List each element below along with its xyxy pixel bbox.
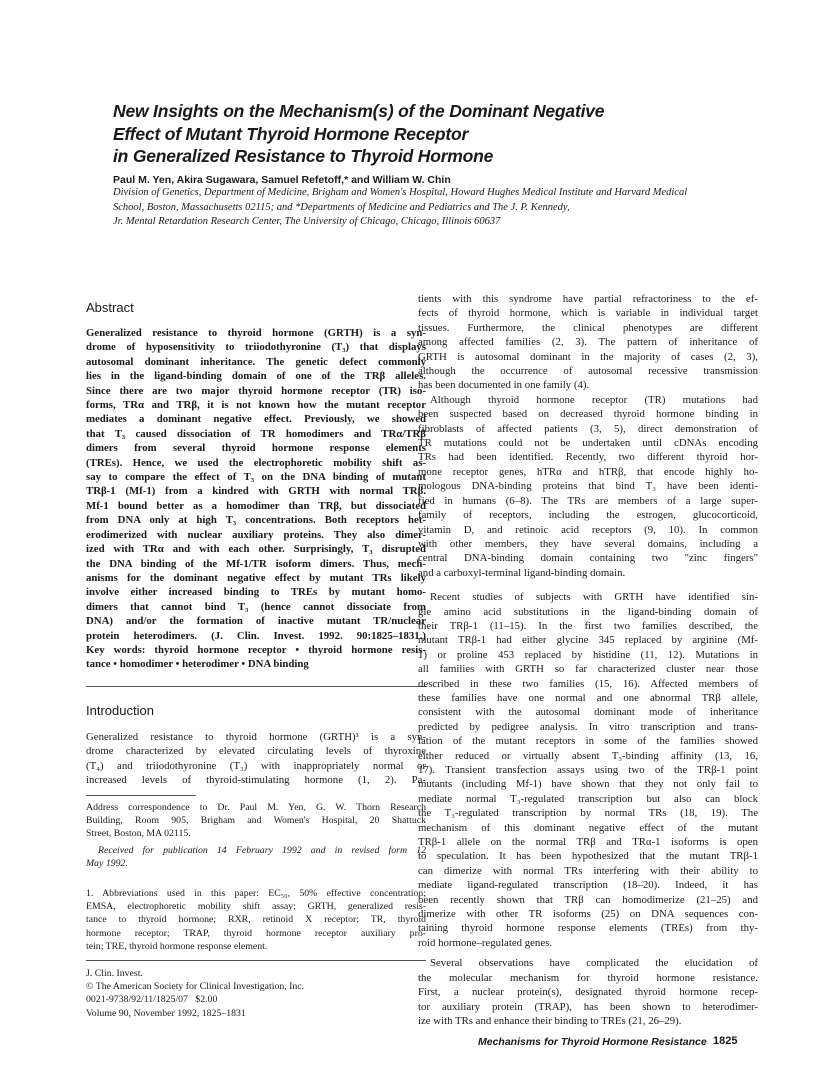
abbrev-line: hormone receptor; TRAP, thyroid hormone receptor auxiliary pro- [86,927,426,939]
intro-line: drome characterized by elevated circulating levels of thyroxine [86,745,426,758]
abstract-line: DNA) and/or the formation of inactive mutant TR/nuclear [86,615,426,628]
abstract-line: lies in the ligand-binding domain of one of the TRβ alleles. [86,370,426,383]
correspondence-line: Building, Room 905, Brigham and Women's Hospital, 20 Shattuck [86,815,426,827]
abstract-line: mediates a dominant negative effect. Previously, we showed [86,413,426,426]
section-divider [86,686,426,687]
citation-line: Volume 90, November 1992, 1825–1831 [86,1007,246,1019]
paragraph [418,393,758,580]
abstract-line: from DNA only at high T₃ concentrations. Both receptors het- [86,514,426,527]
running-title: Mechanisms for Thyroid Hormone Resistance [478,1036,707,1048]
text-line: mutant TRβ-1 had either glycine 345 replaced by arginine (Mf- [418,634,758,647]
abstract-line: Since there are two major thyroid hormone receptor (TR) iso- [86,384,426,397]
page-number: 1825 [713,1035,738,1047]
correspondence-line: Address correspondence to Dr. Paul M. Yen, G. W. Thorn Research [86,802,426,813]
citation-line: J. Clin. Invest. [86,968,143,979]
correspondence-note [86,801,426,841]
affiliation-line: Jr. Mental Retardation Research Center, The University of Chicago, Chicago, Illinois 60637 [113,216,501,227]
affiliation-line: Division of Genetics, Department of Medicine, Brigham and Women's Hospital, Howard Hughes Medical Institute and Harvard Medical [113,187,688,198]
citation-line: 0021-9738/92/11/1825/07 $2.00 [86,994,218,1006]
title-line: Effect of Mutant Thyroid Hormone Receptor [113,123,469,144]
text-line: 1) or proline 453 replaced by histidine (11, 12). Mutations in [418,648,758,661]
received-line: Received for publication 14 February 1992 and in revised form 12 [98,845,426,856]
text-line: has been documented in one family (4). [418,379,590,392]
abstract-heading: Abstract [86,300,134,315]
abbrev-line: tance to thyroid hormone; RXR, retinoid X receptor; TR, thyroid [86,914,426,926]
affiliation-line: School, Boston, Massachusetts 02115; and *Departments of Medicine and Pediatrics and The J. P. Kennedy, [113,201,570,213]
keywords-line: tance • homodimer • heterodimer • DNA binding [86,658,309,671]
right-column-body [418,292,758,1028]
text-line: TR mutations could not be undertaken until cDNAs encoding [418,437,758,450]
title-line: New Insights on the Mechanism(s) of the Dominant Negative [113,101,605,121]
text-line: taining thyroid hormone response elements (TREs) from thy- [418,922,758,935]
text-line: although the occurrence of autosomal recessive transmission [418,365,758,378]
abstract-line: autosomal dominant inheritance. The genetic defect commonly [86,355,426,368]
text-line: First, a nuclear protein(s), designated thyroid hormone recep- [418,986,758,999]
text-line: vitamin D, and retinoic acid receptors (9, 10). In common [418,523,758,536]
text-line: been recently shown that TRβ can homodimerize (21–25) and [418,893,758,906]
abbrev-line: EMSA, electrophoretic mobility shift assay; GRTH, generalized resis- [86,901,426,913]
journal-citation [86,967,426,1020]
correspondence-line: Street, Boston, MA 02115. [86,828,191,840]
text-line: mechanism of this dominant negative effect of the mutant [418,821,758,834]
text-line: the molecular mechanism for thyroid hormone resistance. [418,971,758,984]
abstract-line: the DNA binding of the Mf-1/TR isoform dimers. Thus, mech- [86,557,426,570]
text-line: GRTH is autosomal dominant in the majority of cases (2, 3), [418,350,758,363]
paragraph [418,956,758,1028]
abbrev-line: tein; TRE, thyroid hormone response element. [86,940,268,952]
text-line: TRs had been identified. Recently, two different thyroid hor- [418,451,758,464]
text-line: all families with GRTH so far characterized cluster near those [418,663,758,676]
text-line: mone receptor genes, hTRα and hTRβ, that encode highly ho- [418,465,758,478]
text-line: gle amino acid substitutions in the ligand-binding domain of [418,605,758,618]
text-line: lation of the mutant receptors in some of the families showed [418,735,758,748]
text-line: among affected families (2, 3). The pattern of inheritance of [418,336,758,349]
abstract-line: Mf-1 bound better as a homodimer than TRβ, but dissociated [86,499,426,512]
received-line: May 1992. [86,858,128,870]
text-line: and a carboxyl-terminal ligand-binding domain. [418,566,626,579]
abstract-line: say to compare the effect of T₃ on the DNA binding of mutant [86,471,426,484]
abstract-line: Generalized resistance to thyroid hormone (GRTH) is a syn- [86,327,426,339]
keywords-line: Key words: thyroid hormone receptor • thyroid hormone resis- [86,643,426,656]
abstract-line: dimers that cannot bind T₃ (hence cannot dissociate from [86,600,426,613]
text-line: fects of thyroid hormone, which is variable in individual target [418,307,758,320]
affiliations [113,186,773,230]
text-line: Recent studies of subjects with GRTH have identified sin- [430,591,758,604]
text-line: fied in humans (6–8). The TRs are members of a large super- [418,494,758,507]
citation-divider [86,960,426,961]
footnote-divider [86,795,196,796]
abstract-body [86,326,426,672]
text-line: these families have one normal and one abnormal TRβ allele, [418,691,758,704]
intro-line: (T₄) and triiodothyronine (T₃) with inappropriately normal or [86,759,426,772]
text-line: their TRβ-1 (11–15). In the first two families described, the [418,619,758,632]
text-line: mologous DNA-binding proteins that bind T₃ have been identi- [418,480,758,493]
text-line: tor auxiliary protein (TRAP), has been shown to heterodimer- [418,1000,758,1013]
text-line: to speculation. It has been hypothesized that the mutant TRβ-1 [418,850,758,863]
abstract-line: dimers from several thyroid hormone response elements [86,442,426,455]
text-line: TRβ-1 allele on the normal TRβ and TRα-1 isoforms is open [418,836,758,849]
author-list: Paul M. Yen, Akira Sugawara, Samuel Refetoff,* and William W. Chin [113,174,451,186]
abbreviations-footnote [86,887,426,953]
abstract-line: anisms for the dominant negative effect by mutant TRs likely [86,571,426,584]
text-line: predicted by pedigree analysis. In vitro transcription and trans- [418,720,758,733]
text-line: with other members, they have several domains, including a [418,537,758,550]
text-line: can dimerize with normal TRs interfering with their ability to [418,864,758,877]
abstract-line: forms, TRα and TRβ, it is not known how the mutant receptor [86,399,426,412]
text-line: 17). Transient transfection assays using two of the TRβ-1 point [418,764,758,776]
article-title [113,100,753,168]
abstract-line: involve either increased binding to TREs by mutant homo- [86,586,426,599]
text-line: consistent with the autosomal dominant mode of inheritance [418,706,758,719]
abstract-line: drome of hyposensitivity to triiodothyronine (T₃) that displays [86,341,426,354]
intro-line: Generalized resistance to thyroid hormone (GRTH)¹ is a syn- [86,731,426,743]
abstract-line: (TREs). Hence, we used the electrophoretic mobility shift as- [86,456,426,469]
text-line: the T₃-regulated transcription by normal TRs (18, 19). The [418,807,758,820]
abstract-line: ized with TRα and with each other. Surprisingly, T₃ disrupted [86,543,426,556]
title-line: in Generalized Resistance to Thyroid Hormone [113,146,494,166]
text-line: either reduced or virtually absent T₃-binding affinity (13, 16, [418,749,758,762]
abstract-line: protein heterodimers. (J. Clin. Invest. 1992. 90:1825–1831.) [86,629,426,642]
introduction-body [86,730,426,788]
received-note [86,844,426,870]
abstract-line: TRβ-1 (Mf-1) from a kindred with GRTH with normal TRβ. [86,485,426,498]
paragraph [418,292,758,393]
intro-line: increased levels of thyroid-stimulating hormone (1, 2). Pa- [86,774,426,787]
text-line: fibroblasts of affected patients (3, 5), direct demonstration of [418,422,758,435]
abstract-line: that T₃ caused dissociation of TR homodimers and TRα/TRβ [86,427,426,440]
text-line: tissues. Furthermore, the clinical phenotypes are different [418,321,758,334]
abbrev-line: 1. Abbreviations used in this paper: EC₅₀, 50% effective concentration; [86,888,426,899]
text-line: Several observations have complicated the elucidation of [430,957,758,970]
text-line: central DNA-binding domain containing two "zinc fingers" [418,552,758,565]
text-line: described in these two families (15, 16). Affected members of [418,677,758,690]
text-line: family of receptors, including the estrogen, glucocorticoid, [418,509,758,522]
text-line: dimerize with other TR isoforms (25) on DNA sequences con- [418,908,758,921]
text-line: roid hormone–regulated genes. [418,936,553,949]
text-line: Although thyroid hormone receptor (TR) mutations had [430,393,758,406]
text-line: been suspected based on decreased thyroid hormone binding in [418,408,758,421]
citation-line: © The American Society for Clinical Investigation, Inc. [86,981,305,993]
introduction-heading: Introduction [86,703,154,718]
text-line: mediate ligand-regulated transcription (18–20). Indeed, it has [418,879,758,892]
abstract-line: erodimerized with nuclear auxiliary proteins. They also dimer- [86,528,426,541]
text-line: ize with TRs and enhance their binding to TREs (21, 26–29). [418,1014,682,1027]
text-line: tients with this syndrome have partial refractoriness to the ef- [418,293,758,305]
paragraph [418,590,758,950]
text-line: mediate normal T₃-regulated transcription but also can block [418,792,758,805]
text-line: mutants (including Mf-1) have shown that they not only fail to [418,778,758,791]
